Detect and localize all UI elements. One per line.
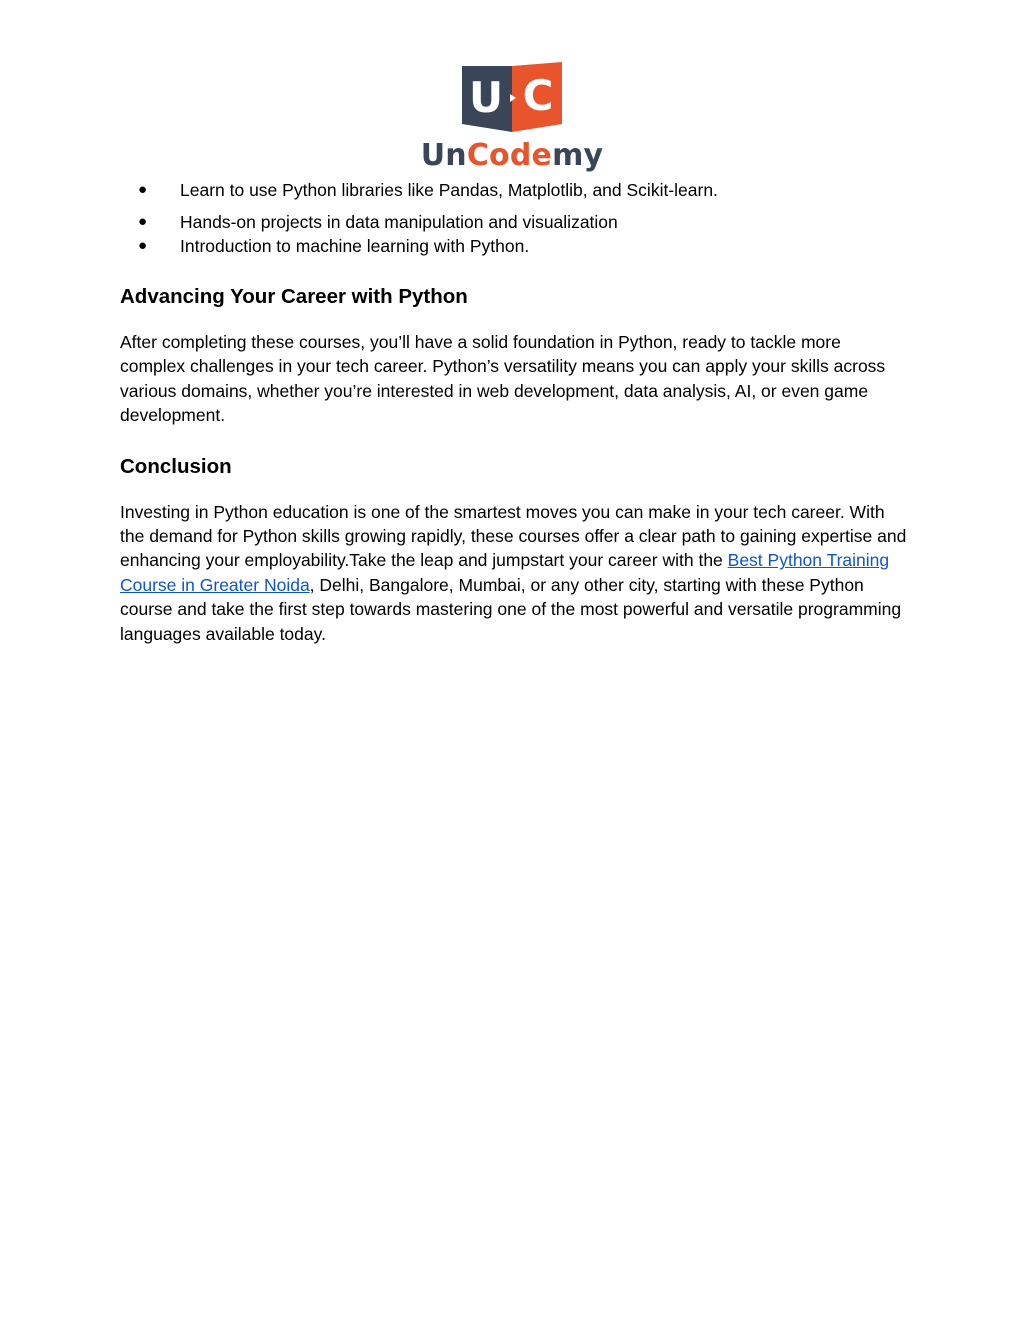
bullet-icon: ● — [138, 213, 148, 230]
bullet-list — [120, 178, 910, 258]
python-course-link[interactable]: Best Python Training Course in Greater Noida — [120, 550, 890, 595]
uncodemy-logo — [0, 62, 1024, 171]
list-item-text: Hands-on projects in data manipulation and visualization — [180, 212, 618, 232]
list-item — [120, 178, 910, 202]
logo-wordmark — [0, 138, 1024, 173]
conclusion-text-after: , Delhi, Bangalore, Mumbai, or any other city, starting with these Python course and take the first step towards mastering one of the most powerful and versatile programming languages available today. — [120, 574, 902, 644]
logo-mark-right-letter: C — [522, 71, 554, 120]
conclusion-text-before: Investing in Python education is one of the smartest moves you can make in your tech career. With the demand for Python skills growing rapidly, these courses offer a clear path to gaining expertise and enhancing your employability.Take the leap and jumpstart your career with the — [120, 501, 907, 571]
list-item-text: Introduction to machine learning with Python. — [180, 236, 530, 256]
list-item — [120, 234, 910, 258]
logo-mark-left-letter: U — [468, 73, 504, 122]
section-paragraph-conclusion — [120, 500, 910, 646]
logo-word-code: Code — [466, 138, 553, 173]
uncodemy-logo-mark — [460, 62, 564, 132]
list-item-text: Learn to use Python libraries like Pandas, Matplotlib, and Scikit-learn. — [180, 180, 718, 200]
logo-word-un: Un — [420, 138, 467, 173]
bullet-icon: ● — [138, 237, 148, 254]
section-heading-conclusion: Conclusion — [120, 454, 232, 478]
section-heading-career: Advancing Your Career with Python — [120, 285, 468, 308]
section-paragraph-career: After completing these courses, you’ll have a solid foundation in Python, ready to tackle more complex challenges in your tech career. Python’s versatility means you can apply your skills across various domains, whether you’re interested in web development, data analysis, AI, or even game development. — [120, 332, 886, 426]
bullet-icon: ● — [138, 181, 148, 198]
list-item — [120, 210, 910, 234]
logo-word-my: my — [552, 138, 604, 173]
document-body — [120, 178, 910, 646]
